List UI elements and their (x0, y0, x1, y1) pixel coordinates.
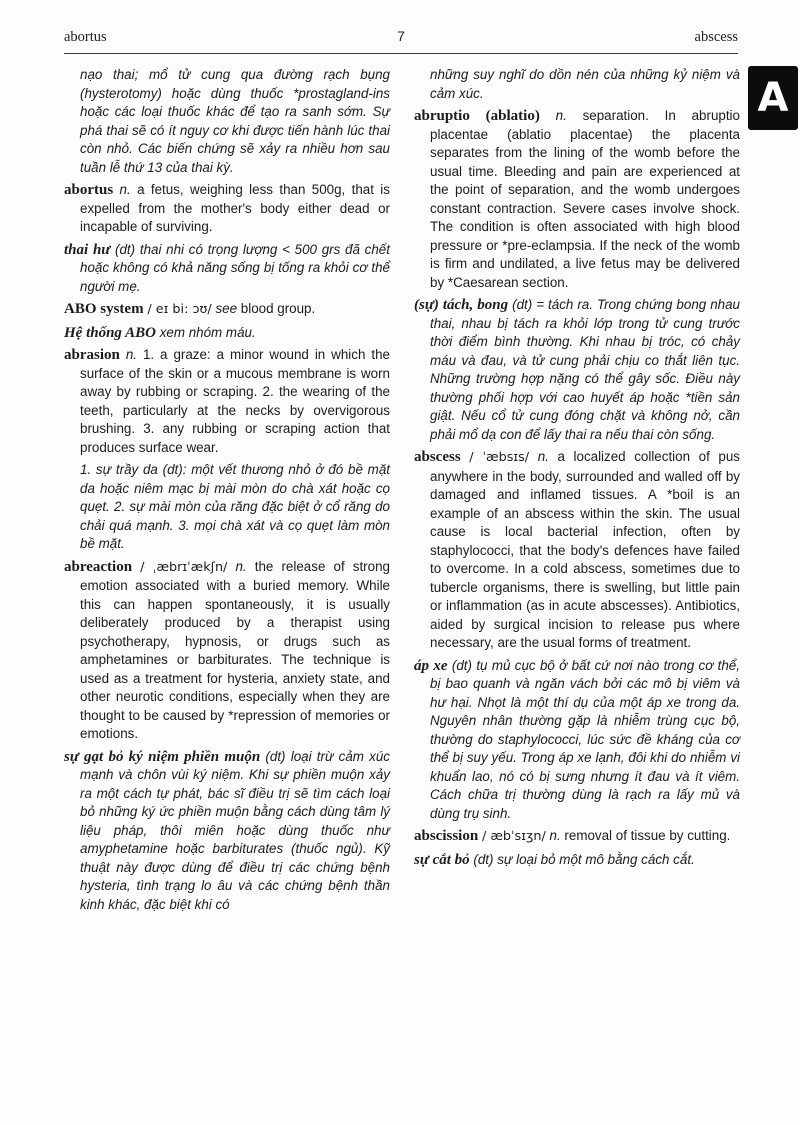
definition-text: tụ mủ cục bộ ở bất cứ nơi nào trong cơ thể, bị bao quanh và ngăn vách bởi các mô bị viêm và hư hại. Nhọt là một thí dụ của một áp xe trong da. Nguyên nhân thường gặp là nhiễm trùng cục bộ, thường do staphylococci, lúc sức đề kháng của cơ thể bị suy yếu. Trong áp xe lạnh, đôi khi do nhiễm vi khuẩn lao, nó có bị sưng nhưng ít đau và ít viêm. Cách chữa trị thường dùng là rạch ra lấy mủ và dùng trụ sinh. (430, 657, 740, 821)
part-of-speech: n. (125, 347, 137, 362)
entry-su-gat-bo-ky-niem-phien-muon (64, 748, 390, 915)
definition-text: blood group. (240, 301, 316, 316)
page-header (0, 0, 800, 51)
headword: sự cắt bỏ (414, 851, 470, 868)
entry-abreaction (64, 558, 390, 744)
word-class-label: (dt) (451, 657, 472, 673)
part-of-speech: n. (555, 108, 567, 123)
definition-text: sự loại bỏ một mô bằng cách cắt. (497, 851, 695, 867)
word-class-label: (dt) (265, 748, 286, 764)
guide-word-right: abscess (694, 29, 739, 45)
part-of-speech: n. (235, 558, 247, 574)
part-of-speech: n. (119, 182, 131, 197)
left-column (64, 66, 390, 918)
definition-text: nạo thai; mổ tử cung qua đường rạch bụng (hysterotomy) hoặc dùng thuốc *prostagland-ins hoặc các loại thuốc khác để tạo ra sanh sớm. Sự phá thai sẽ có ít nguy cơ khi được tiến hành lúc thai còn nhỏ. Các biến chứng sẽ xảy ra nhiều hơn sau tuần lễ thứ 13 của thai kỳ. (80, 67, 390, 175)
entry-ap-xe (414, 657, 740, 824)
pronunciation: / æbˈsɪʒn/ (481, 829, 546, 844)
headword: abscission (414, 828, 479, 844)
entry-abrasion (64, 346, 390, 457)
definition-text: separation. In abruptio placentae (ablatio placentae) the placenta separates from the lining of the womb before the usual time. Bleeding and pain are experienced at the point of separation, and the womb undergoes constant contraction. Severe cases involve shock. The condition is often associated with high blood pressure or *pre-eclampsia. If the neck of the womb is firm and undilated, a live fetus may be delivered by *Caesarean section. (430, 108, 740, 290)
entry-abruptio (414, 107, 740, 292)
entry-abrasion-vn (64, 461, 390, 554)
pronunciation: / ˈæbsɪs/ (469, 450, 530, 465)
headword: áp xe (414, 657, 448, 674)
section-letter-tab (748, 66, 798, 130)
definition-text: the release of strong emotion associated with a buried memory. While this can happen spontaneously, it is usually deliberately produced by a therapist using psychotherapy, hypnosis, or drugs such as amphetamines or barbiturates. The technique is used as a treatment for hysteria, anxiety state, and other neurotic conditions, especially when they are thought to be caused by *repression of memories or emotions. (80, 558, 390, 741)
headword: abreaction (64, 558, 133, 575)
headword: thai hư (64, 241, 111, 258)
entry-su-tach-bong (414, 296, 740, 444)
part-of-speech: n. (537, 449, 549, 464)
definition-text: removal of tissue by cutting. (564, 828, 731, 843)
entry-continuation-abortion-vn (64, 66, 390, 177)
entry-abo-system (64, 300, 390, 320)
headword: ABO system (64, 301, 144, 317)
page-number: 7 (397, 28, 405, 44)
word-class-label: (dt) (473, 851, 494, 867)
headword: abscess (414, 449, 461, 465)
dictionary-columns (0, 64, 800, 918)
section-letter: A (757, 75, 789, 121)
guide-word-left: abortus (64, 29, 107, 45)
pronunciation: / eɪ bi: ɔʊ/ (147, 302, 212, 317)
entry-he-thong-abo (64, 324, 390, 343)
part-of-speech: n. (549, 828, 561, 843)
cross-reference: see (215, 301, 238, 316)
definition-text: những suy nghĩ do dồn nén của những kỷ niệm và cảm xúc. (430, 67, 740, 101)
headword: (sự) tách, bong (414, 297, 509, 313)
definition-text: = tách ra. Trong chứng bong nhau thai, nhau bị tách ra khỏi lớp trong tử cung trước thời điểm bình thường. Khi nhau bị tróc, có chảy máu và đau, và tử cung phải chịu co thắt liên tục. Những trường hợp nặng có thể gây sốc. Điều này thường phối hợp với cao huyết áp hoặc *tiền sản giật. Nếu cổ tử cung đóng chặt và không nở, cần phải mổ dạ con để lấy thai ra nếu thai còn sống. (430, 297, 740, 442)
definition-text: thai nhi có trọng lượng < 500 grs đã chết hoặc không có khả năng sống bị tống ra khỏi cơ thể người mẹ. (80, 241, 390, 294)
entry-thai-hu (64, 241, 390, 297)
header-rule (64, 53, 738, 54)
headword: abrasion (64, 347, 120, 363)
headword: abruptio (ablatio) (414, 108, 540, 124)
entry-abscission (414, 827, 740, 847)
definition-text: 1. sự trầy da (dt): một vết thương nhỏ ở đó bề mặt da hoặc niêm mạc bị mài mòn do chà xát hoặc cọ quẹt. 2. sự mài mòn của răng đặc biệt ở cổ răng do chải quá mạnh. 3. mọi chà xát và cọ quẹt làm mòn bề mặt. (80, 462, 390, 551)
definition-text: a fetus, weighing less than 500g, that is expelled from the mother's body either dead or incapable of surviving. (80, 182, 390, 234)
entry-su-cat-bo (414, 851, 740, 870)
definition-text: xem nhóm máu. (159, 324, 256, 340)
definition-text: 1. a graze: a minor wound in which the surface of the skin or a mucous membrane is worn away by rubbing or scraping. 2. the wearing of the teeth, particularly at the necks by overvigorous brushing. 3. any rubbing or scraping action that produces surface wear. (80, 347, 390, 455)
entry-abscess (414, 448, 740, 653)
entry-abortus (64, 181, 390, 237)
word-class-label: (dt) (512, 297, 533, 312)
headword: Hệ thống ABO (64, 324, 156, 341)
pronunciation: / ˌæbrɪˈækʃn/ (140, 559, 228, 575)
headword: abortus (64, 182, 114, 198)
definition-text: loại trừ cảm xúc mạnh và chôn vùi ký niệm. Khi sự phiền muộn xảy ra một cách tự phát, bác sĩ điều trị sẽ tìm cách loại bỏ những ký ức phiền muộn bằng cách dùng tâm lý liệu pháp, thôi miên hoặc dùng thuốc như amyphetamine hoặc barbiturates (thuốc ngủ). Kỹ thuật này được dùng để điều trị các chứng bệnh hysteria, tình trạng lo âu và các chứng bệnh thần kinh khác, đặc biệt khi có (80, 748, 390, 912)
entry-continuation-abreaction-vn (414, 66, 740, 103)
word-class-label: (dt) (115, 241, 136, 257)
right-column (414, 66, 740, 918)
headword: sự gạt bỏ ký niệm phiền muộn (64, 748, 261, 765)
definition-text: a localized collection of pus anywhere in the body, surrounded and walled off by damaged and inflamed tissues. A *boil is an example of an abscess within the skin. The usual cause is local bacterial infection, often by staphylococci, that the body's defences have failed to overcome. In a cold abscess, sometimes due to tubercle organisms, there is swelling, but little pain or inflammation (as in acute abscesses). Antibiotics, aided by surgical incision to release pus where necessary, are the usual forms of treatment. (430, 449, 740, 650)
